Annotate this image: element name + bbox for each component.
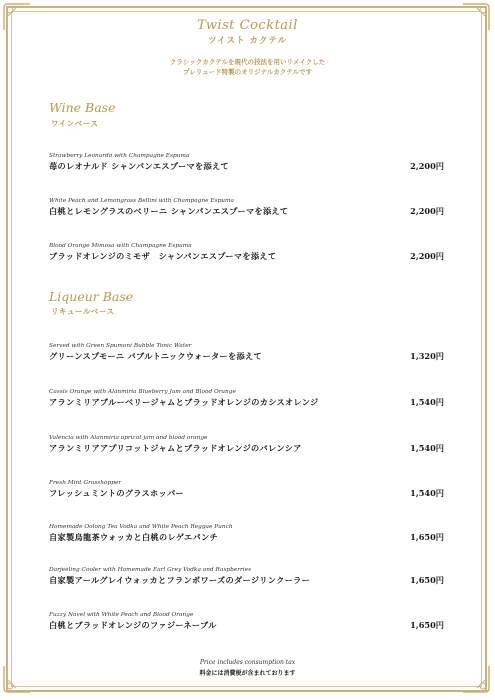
item-price: 1,650円 <box>410 620 444 630</box>
intro-line: クラシックカクテルを現代の技法を用いリメイクした <box>169 58 326 66</box>
tax-note-en: Price includes consumption tax <box>199 659 296 666</box>
item-name-en: Homemade Oolong Tea Vodka and White Peach Reggae Punch <box>49 524 233 530</box>
intro-line: プレリュード特製のオリジナルカクテルです <box>183 68 312 76</box>
item-name-ja: フレッシュミントのグラスホッパー <box>49 488 184 498</box>
item-price: 1,540円 <box>410 488 444 498</box>
item-name-en: Served with Green Spumoni Bubble Tonic Water <box>49 343 192 349</box>
item-price: 2,200円 <box>410 251 444 261</box>
section-title-liqueur: Liqueur Base <box>49 289 134 304</box>
item-name-ja: 自家製烏龍茶ウォッカと白桃のレゲエパンチ <box>49 532 218 542</box>
menu-item <box>49 242 444 262</box>
item-price: 2,200円 <box>410 206 444 216</box>
menu-item <box>49 197 444 217</box>
menu-item <box>49 434 444 454</box>
section-subtitle-wine: ワインベース <box>51 119 99 128</box>
item-name-en: Fresh Mint Grasshopper <box>49 480 122 486</box>
menu-item <box>49 523 444 543</box>
item-name-en: Cassis Orange with Alanmiria Blueberry Jam and Blood Orange <box>49 389 236 395</box>
item-name-ja: グリーンスプモーニ バブルトニックウォーターを添えて <box>49 351 262 361</box>
item-price: 1,650円 <box>410 532 444 542</box>
menu-item <box>49 152 444 172</box>
section-title-wine: Wine Base <box>49 100 116 115</box>
item-name-ja: 自家製アールグレイウォッカとフランボワーズのダージリンクーラー <box>49 575 311 585</box>
item-name-ja: 白桃とブラッドオレンジのファジーネーブル <box>49 620 217 630</box>
menu-item <box>49 611 444 631</box>
tax-note-ja: 料金には消費税が含まれております <box>199 670 296 677</box>
menu-title: Twist Cocktail <box>197 18 298 33</box>
item-name-en: Fuzzy Navel with White Peach and Blood Orange <box>49 612 194 618</box>
menu-item <box>49 479 444 499</box>
menu-item <box>49 566 444 586</box>
section-subtitle-liqueur: リキュールベース <box>51 307 115 316</box>
item-name-en: Darjeeling Cooler with Homemade Earl Grey Vodka and Raspberries <box>49 567 252 573</box>
item-price: 1,540円 <box>410 443 444 453</box>
menu-item <box>49 388 444 408</box>
item-name-en: White Peach and Lemongrass Bellini with Champagne Espuma <box>49 198 234 204</box>
item-price: 1,650円 <box>410 575 444 585</box>
item-name-en: Strawberry Leonardo with Champagne Espuma <box>49 153 190 159</box>
item-price: 1,320円 <box>410 351 444 361</box>
menu-subtitle: ツイスト カクテル <box>207 36 288 46</box>
item-name-ja: ブラッドオレンジのミモザ シャンパンエスプーマを添えて <box>49 251 277 261</box>
item-name-ja: 白桃とレモングラスのベリーニ シャンパンエスプーマを添えて <box>49 206 289 216</box>
item-name-ja: 苺のレオナルド シャンパンエスプーマを添えて <box>49 161 229 171</box>
menu-item <box>49 342 444 362</box>
item-name-en: Valencia with Alanmiria apricot jam and blood orange <box>49 435 208 441</box>
intro-text <box>0 57 495 77</box>
item-name-ja: アランミリアアプリコットジャムとブラッドオレンジのバレンシア <box>49 443 302 453</box>
item-name-en: Blood Orange Mimosa with Champagne Espuma <box>49 243 192 249</box>
item-name-ja: アランミリアブルーベリージャムとブラッドオレンジのカシスオレンジ <box>49 397 319 407</box>
item-price: 2,200円 <box>410 161 444 171</box>
item-price: 1,540円 <box>410 397 444 407</box>
